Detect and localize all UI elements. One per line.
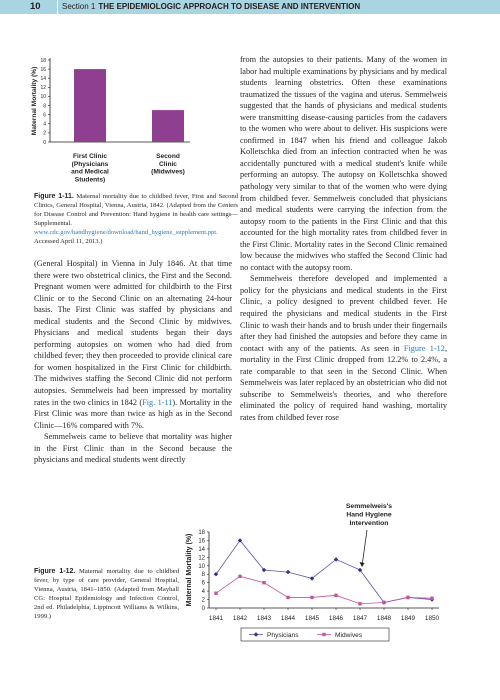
left-paragraph-2: Semmelweis came to believe that mortality was higher in the First Clinic than in the Second because the physicians and medical students went directly: [34, 432, 232, 465]
x-tick-label: 1850: [424, 615, 440, 622]
y-tick-label: 16: [198, 538, 205, 545]
y-tick-label: 12: [40, 85, 46, 92]
data-point: [358, 602, 361, 605]
figure-1-12-caption: [34, 567, 179, 621]
y-tick-label: 10: [198, 563, 205, 570]
section-heading: [62, 2, 360, 11]
x-category-label: First Clinic: [72, 153, 108, 160]
figure-1-11-text: Maternal mortality due to childbed fever, First and Second Clinics, General Hospital, Vienna, Austria, 1842. (Adapted from the Centers for Disease Control and Prevention: Hand hygiene in health care settings—Supplemental.: [34, 193, 238, 227]
x-tick-label: 1848: [376, 615, 392, 622]
x-tick-label: 1847: [352, 615, 368, 622]
header-divider: [57, 0, 58, 14]
data-point: [382, 601, 385, 604]
legend-label: Physicians: [267, 631, 299, 639]
data-point: [214, 592, 217, 595]
x-tick-label: 1841: [208, 615, 224, 622]
left-text-column: [34, 258, 232, 466]
y-tick-label: 18: [40, 57, 46, 64]
left-paragraph-1: [34, 258, 232, 431]
right-text-column: [240, 54, 447, 424]
right-paragraph-2: [240, 273, 447, 423]
x-category-label: Clinic: [159, 160, 177, 168]
y-tick-label: 4: [201, 589, 205, 596]
annotation-text: Hand Hygiene: [346, 511, 392, 519]
figure-1-11-caption: [34, 192, 238, 246]
figure-1-11-link[interactable]: www.cdc.gov/handhygiene/download/hand_hygiene_supplement.ppt.: [34, 229, 218, 236]
data-point: [286, 570, 290, 574]
x-category-label: Students): [74, 176, 106, 184]
y-tick-label: 4: [43, 121, 46, 128]
data-point: [286, 596, 289, 599]
x-tick-label: 1844: [280, 615, 296, 622]
y-tick-label: 12: [198, 555, 205, 562]
right-p2-start: Semmelweis therefore developed and implemented a policy for the physicians and medical students in the First Clinic, a policy designed to prevent childbed fever. He required the physicians and medical students in the First Clinic to wash their hands and to brush under their fingernails after they had finished the autopsies and before they came in contact with any of the patients. As seen in: [240, 274, 447, 353]
y-tick-label: 2: [201, 597, 205, 604]
data-point: [334, 594, 337, 597]
x-category-label: Second: [156, 153, 180, 160]
y-axis-title: Maternal Mortality (%): [186, 533, 193, 607]
y-tick-label: 18: [198, 530, 205, 536]
y-tick-label: 0: [43, 139, 46, 146]
annotation-arrowhead: [360, 562, 365, 567]
legend-box: [241, 628, 389, 641]
annotation-text: Intervention: [349, 520, 389, 527]
annotation-arrow: [362, 530, 367, 566]
y-tick-label: 6: [201, 580, 205, 587]
x-tick-label: 1845: [304, 615, 320, 622]
figure-1-11-number: Figure 1-11.: [34, 193, 74, 200]
y-tick-label: 8: [201, 572, 205, 579]
legend-marker: [322, 633, 325, 636]
bar: [152, 110, 184, 142]
right-p2-end: , mortality in the First Clinic dropped from 12.2% to 2.4%, a rate comparable to that seen in the Second Clinic. When Semmelweis was later replaced by an obstetrician who did not subscribe to Semmelweis's theories, and who therefore eliminated the policy of required hand washing, mortality rates from childbed fever rose: [240, 343, 447, 422]
series-line: [216, 540, 432, 602]
x-tick-label: 1842: [232, 615, 248, 622]
x-category-label: (Physicians: [71, 160, 109, 168]
fig-1-11-ref-link[interactable]: Fig. 1-11: [142, 397, 173, 407]
y-tick-label: 0: [201, 606, 205, 612]
fig-1-12-ref-link[interactable]: Figure 1-12: [403, 343, 445, 353]
chart-legend: [241, 628, 389, 641]
bar-chart-figure-1-11: [30, 46, 210, 192]
section-title: THE EPIDEMIOLOGIC APPROACH TO DISEASE AND INTERVENTION: [98, 2, 361, 11]
y-axis-title: Maternal Mortality (%): [31, 66, 38, 136]
y-tick-label: 2: [43, 130, 46, 137]
bar: [74, 69, 106, 142]
section-label: Section 1: [62, 2, 96, 11]
y-tick-label: 14: [40, 76, 46, 83]
data-point: [310, 596, 313, 599]
x-tick-label: 1843: [256, 615, 272, 622]
right-paragraph-1: from the autopsies to their patients. Many of the women in labor had multiple examinations by physicians and by medical students learning obstetrics. Often these examinations traumatized the tissues of the vagina and uterus. Semmelweis suggested that the hands of physicians and medical students were transmitting disease-causing particles from the cadavers to the women who were about to deliver. His suspicions were confirmed in 1847 when his friend and colleague Jakob Kolletschka died from an infection contracted when he was accidentally punctured with a medical student's knife while performing an autopsy. The autopsy on Kolletschka showed pathology very similar to that of the women who were dying from childbed fever. Semmelweis concluded that physicians and medical students were carrying the infection from the autopsy room to the patients in the First Clinic and that this accounted for the high mortality rates from childbed fever in the First Clinic. Mortality rates in the Second Clinic remained low because the midwives who staffed the Second Clinic had no contact with the autopsy room.: [240, 55, 447, 272]
page-header: [0, 0, 500, 14]
x-category-label: (Midwives): [151, 168, 185, 176]
data-point: [406, 596, 409, 599]
data-point: [238, 575, 241, 578]
y-tick-label: 6: [43, 112, 46, 119]
y-tick-label: 8: [43, 103, 46, 110]
x-category-label: and Medical: [71, 168, 109, 176]
figure-1-11-accessed: Accessed April 11, 2013.): [34, 238, 103, 245]
annotation-text: Semmelweis's: [345, 503, 393, 510]
line-chart-figure-1-12: [183, 500, 453, 674]
data-point: [430, 597, 433, 600]
data-point: [262, 581, 265, 584]
left-p1-text: (General Hospital) in Vienna in July 1846. At that time there were two obstetrical clinics, the First and the Second. Pregnant women were admitted for childbirth to the First Clinic or to the Second Clinic on an alternating 24-hour basis. The First Clinic was staffed by physicians and medical students and the Second Clinic by midwives. Physicians and medical students began their days performing autopsies on women who had died from childbed fever; they then proceeded to provide clinical care for women hospitalized in the First Clinic for childbirth. The midwives staffing the Second Clinic did not perform autopsies. Semmelweis had been impressed by mortality rates in the two clinics in 1842 (: [34, 259, 232, 407]
y-tick-label: 10: [40, 94, 46, 101]
page-number: 10: [30, 1, 41, 12]
figure-1-12-number: Figure 1-12.: [34, 568, 76, 575]
y-tick-label: 14: [198, 546, 205, 553]
legend-label: Midwives: [335, 631, 363, 639]
x-tick-label: 1849: [400, 615, 416, 622]
figure-1-12-text: Maternal mortality due to childbed fever, by type of care provider, General Hospital, Vienna, Austria, 1841–1850. (Adapted from Mayhall CG: Hospital Epidemiology and Infection Control, 2nd ed. Philadelphia, Lippincott Williams & Wilkins, 1999.): [34, 568, 179, 620]
series-line: [216, 576, 432, 603]
x-tick-label: 1846: [328, 615, 344, 622]
y-tick-label: 16: [40, 66, 46, 73]
left-p1-end: ). Mortality in the First Clinic was more than twice as high as in the Second Clinic—16% compared with 7%.: [34, 397, 232, 430]
